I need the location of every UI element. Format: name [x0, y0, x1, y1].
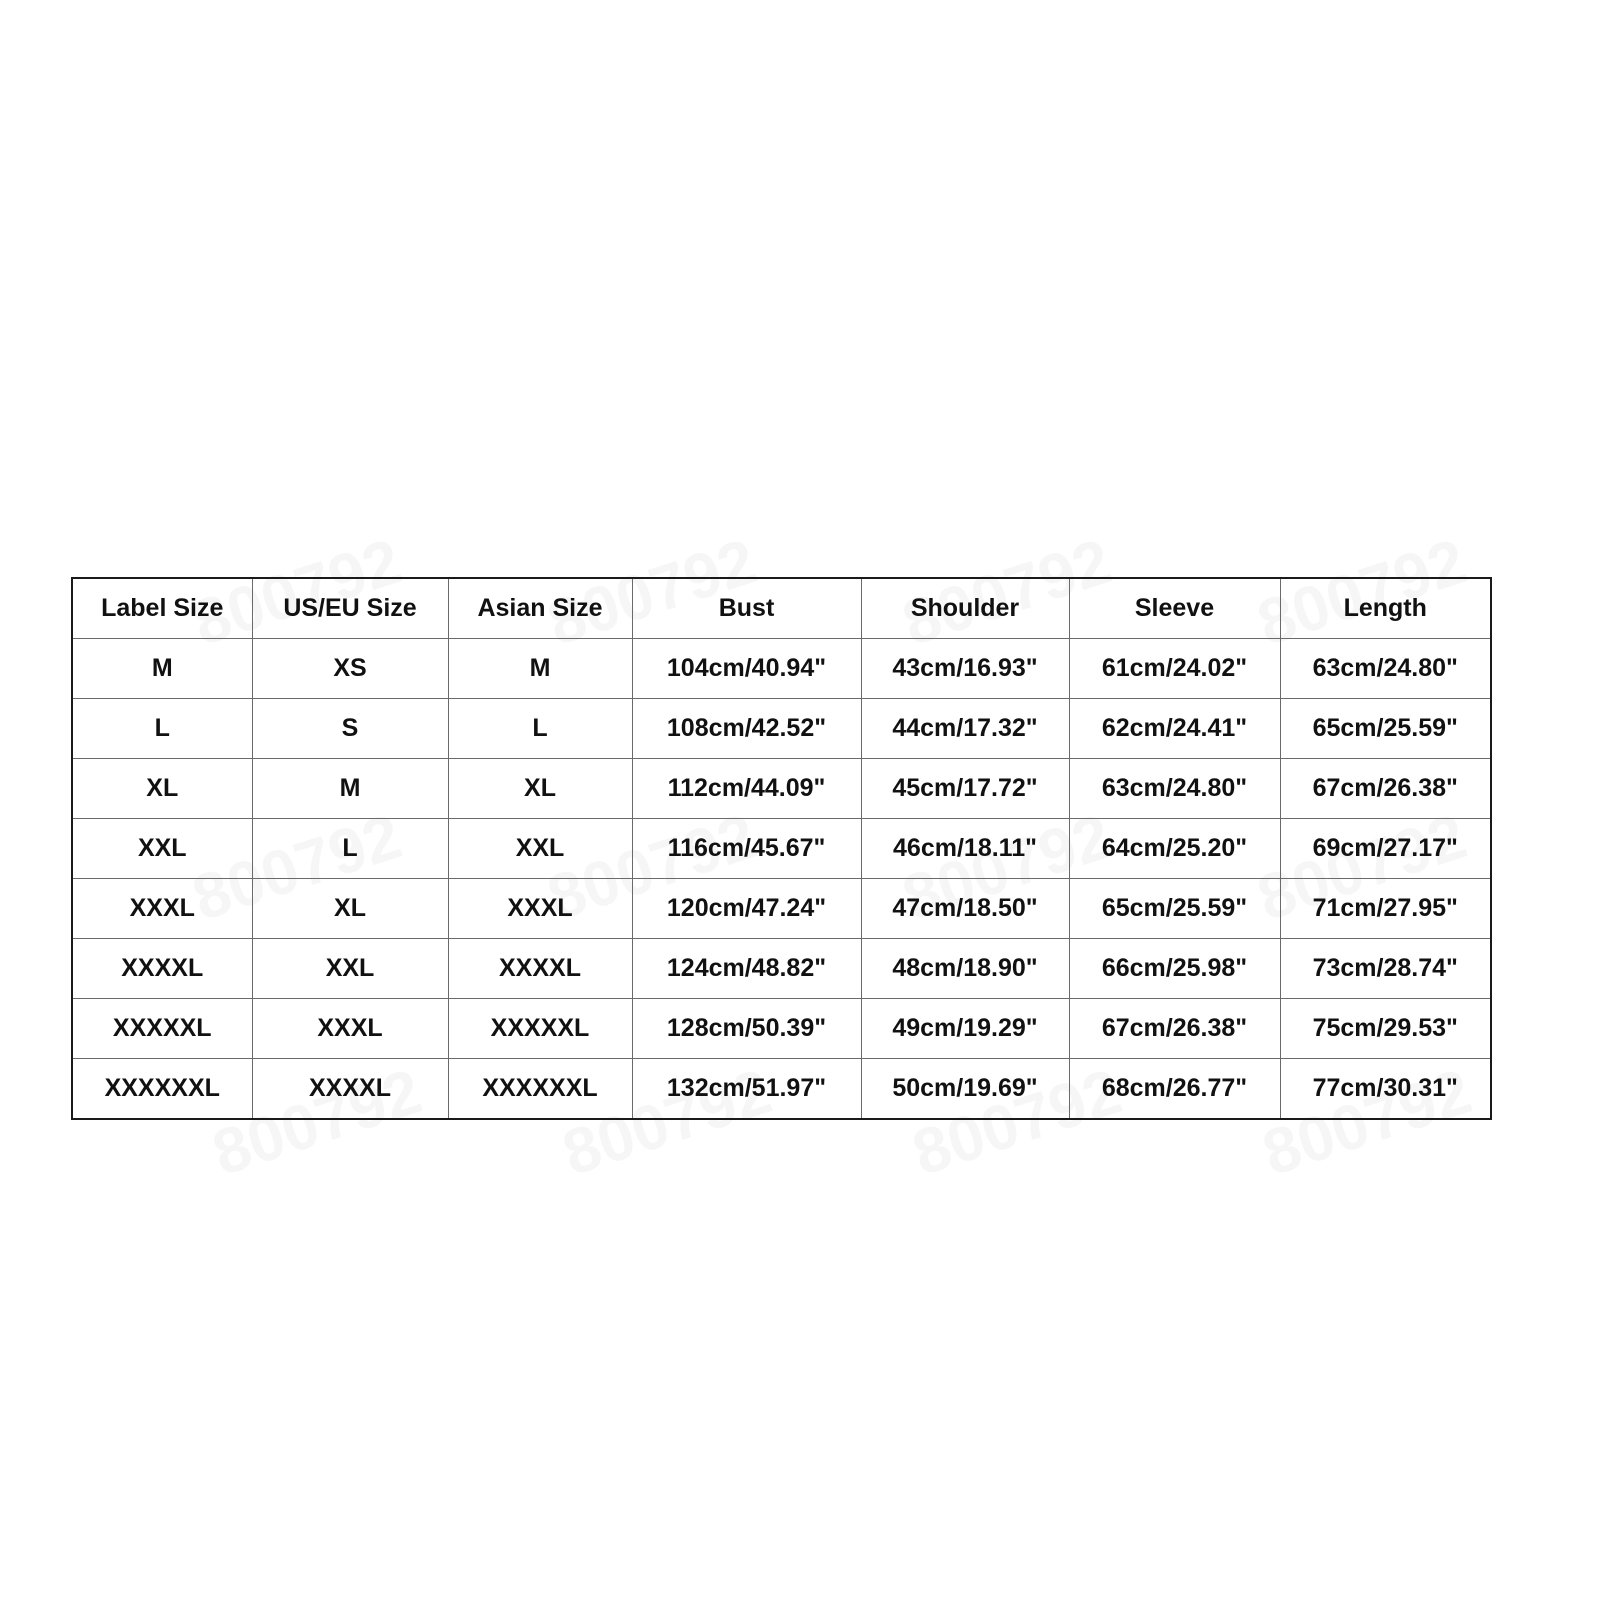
size-chart-table [71, 577, 1492, 1120]
cell-label-size: XL [72, 759, 252, 819]
cell-us-eu-size: XL [252, 879, 448, 939]
table-row [72, 879, 1491, 939]
cell-asian-size: XXXXXL [448, 999, 632, 1059]
cell-length: 67cm/26.38" [1280, 759, 1491, 819]
cell-length: 73cm/28.74" [1280, 939, 1491, 999]
cell-shoulder: 44cm/17.32" [861, 699, 1069, 759]
size-chart-header [72, 578, 1491, 639]
cell-asian-size: XXL [448, 819, 632, 879]
cell-sleeve: 68cm/26.77" [1069, 1059, 1280, 1120]
cell-sleeve: 63cm/24.80" [1069, 759, 1280, 819]
size-chart-body [72, 639, 1491, 1120]
cell-sleeve: 64cm/25.20" [1069, 819, 1280, 879]
cell-sleeve: 66cm/25.98" [1069, 939, 1280, 999]
header-sleeve: Sleeve [1069, 578, 1280, 639]
header-label-size: Label Size [72, 578, 252, 639]
cell-asian-size: XXXXL [448, 939, 632, 999]
cell-label-size: M [72, 639, 252, 699]
cell-sleeve: 61cm/24.02" [1069, 639, 1280, 699]
cell-us-eu-size: L [252, 819, 448, 879]
cell-bust: 108cm/42.52" [632, 699, 861, 759]
cell-asian-size: L [448, 699, 632, 759]
cell-us-eu-size: XXXXL [252, 1059, 448, 1120]
cell-asian-size: XXXL [448, 879, 632, 939]
table-row [72, 1059, 1491, 1120]
cell-shoulder: 49cm/19.29" [861, 999, 1069, 1059]
table-row [72, 759, 1491, 819]
cell-us-eu-size: S [252, 699, 448, 759]
cell-bust: 128cm/50.39" [632, 999, 861, 1059]
cell-asian-size: XXXXXXL [448, 1059, 632, 1120]
table-row [72, 999, 1491, 1059]
header-row [72, 578, 1491, 639]
cell-shoulder: 47cm/18.50" [861, 879, 1069, 939]
cell-asian-size: XL [448, 759, 632, 819]
cell-shoulder: 50cm/19.69" [861, 1059, 1069, 1120]
cell-shoulder: 43cm/16.93" [861, 639, 1069, 699]
cell-length: 65cm/25.59" [1280, 699, 1491, 759]
table-row [72, 819, 1491, 879]
table-row [72, 939, 1491, 999]
cell-asian-size: M [448, 639, 632, 699]
cell-bust: 112cm/44.09" [632, 759, 861, 819]
cell-label-size: XXXXL [72, 939, 252, 999]
cell-sleeve: 62cm/24.41" [1069, 699, 1280, 759]
header-shoulder: Shoulder [861, 578, 1069, 639]
cell-shoulder: 46cm/18.11" [861, 819, 1069, 879]
cell-us-eu-size: M [252, 759, 448, 819]
cell-bust: 120cm/47.24" [632, 879, 861, 939]
cell-bust: 124cm/48.82" [632, 939, 861, 999]
cell-length: 63cm/24.80" [1280, 639, 1491, 699]
cell-shoulder: 48cm/18.90" [861, 939, 1069, 999]
cell-length: 69cm/27.17" [1280, 819, 1491, 879]
cell-us-eu-size: XXL [252, 939, 448, 999]
cell-bust: 132cm/51.97" [632, 1059, 861, 1120]
cell-label-size: XXXL [72, 879, 252, 939]
header-length: Length [1280, 578, 1491, 639]
cell-length: 77cm/30.31" [1280, 1059, 1491, 1120]
header-asian-size: Asian Size [448, 578, 632, 639]
cell-sleeve: 65cm/25.59" [1069, 879, 1280, 939]
cell-us-eu-size: XXXL [252, 999, 448, 1059]
cell-bust: 104cm/40.94" [632, 639, 861, 699]
table-row [72, 699, 1491, 759]
cell-length: 71cm/27.95" [1280, 879, 1491, 939]
table-row [72, 639, 1491, 699]
cell-label-size: XXL [72, 819, 252, 879]
header-bust: Bust [632, 578, 861, 639]
cell-sleeve: 67cm/26.38" [1069, 999, 1280, 1059]
cell-bust: 116cm/45.67" [632, 819, 861, 879]
header-us-eu-size: US/EU Size [252, 578, 448, 639]
cell-label-size: L [72, 699, 252, 759]
cell-shoulder: 45cm/17.72" [861, 759, 1069, 819]
cell-us-eu-size: XS [252, 639, 448, 699]
cell-label-size: XXXXXXL [72, 1059, 252, 1120]
cell-label-size: XXXXXL [72, 999, 252, 1059]
cell-length: 75cm/29.53" [1280, 999, 1491, 1059]
